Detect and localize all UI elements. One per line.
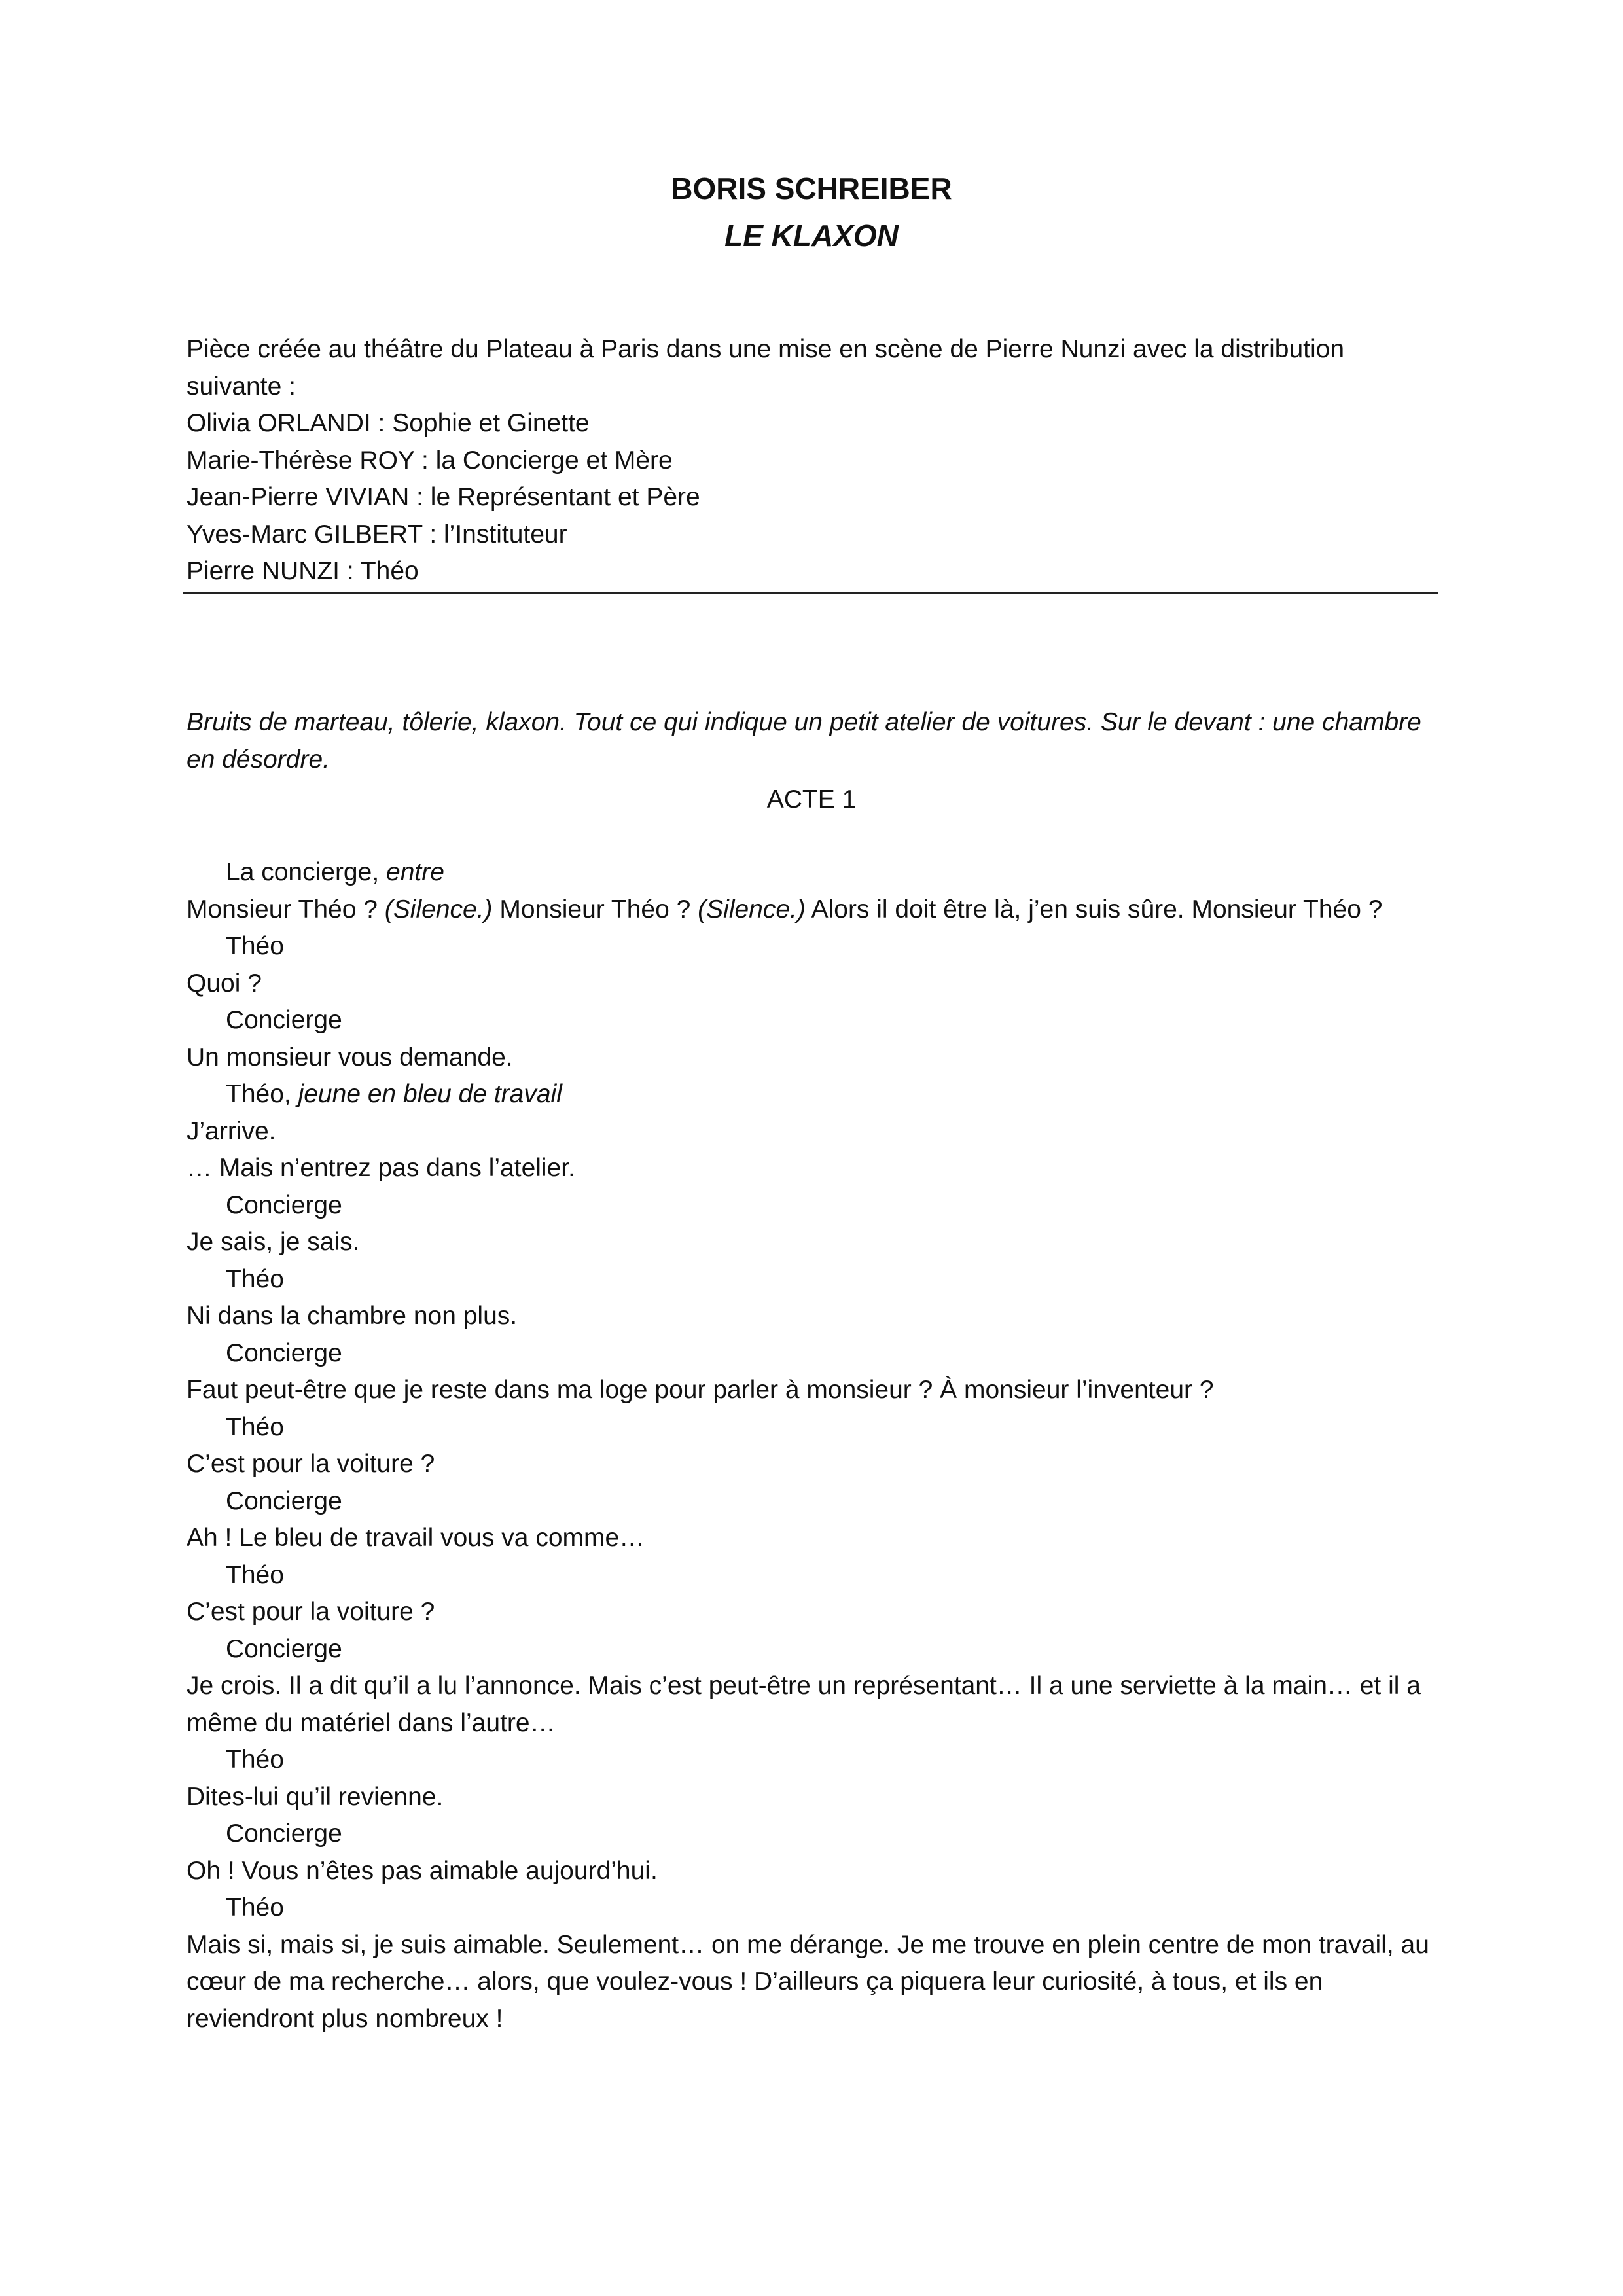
speaker-cue: Concierge [226,1634,342,1663]
stage-direction: entre [386,858,444,886]
play-title: LE KLAXON [724,219,899,253]
dialogue-text: Monsieur Théo ? [187,895,385,924]
speaker-name: La concierge, [226,858,386,886]
stage-direction: jeune en bleu de travail [298,1080,562,1108]
dialogue-line: Faut peut-être que je reste dans ma loge pour parler à monsieur ? À monsieur l’inventeur ? [187,1376,1214,1404]
speaker-cue: Théo [226,1560,284,1589]
stage-direction-intro: Bruits de marteau, tôlerie, klaxon. Tout ce qui indique un petit atelier de voitures. Sur le devant : une chambre en désordre. [187,708,1421,774]
speaker-cue: Théo [226,1893,284,1922]
speaker-cue: Théo [226,1746,284,1774]
speaker-cue: Théo [226,1412,284,1441]
dialogue-line: Je sais, je sais. [187,1228,360,1256]
speaker-cue: Concierge [226,1820,342,1848]
document-header [0,165,1623,259]
dialogue-line: Oh ! Vous n’êtes pas aimable aujourd’hui. [187,1856,658,1885]
production-credits [187,331,1430,590]
dialogue-line: Quoi ? [187,969,262,997]
script-body [187,854,1433,2037]
speaker-cue: Théo [226,1265,284,1293]
credits-intro: Pièce créée au théâtre du Plateau à Paris dans une mise en scène de Pierre Nunzi avec la distribution suivante : [187,335,1345,401]
stage-direction: (Silence.) [698,895,806,924]
author-name: BORIS SCHREIBER [671,171,952,206]
stage-direction: (Silence.) [384,895,493,924]
speaker-cue [187,1076,1433,1113]
dialogue-line: … Mais n’entrez pas dans l’atelier. [187,1154,575,1182]
cast-item: Olivia ORLANDI : Sophie et Ginette [187,409,590,437]
cast-item: Marie-Thérèse ROY : la Concierge et Mère [187,446,673,475]
cast-item: Jean-Pierre VIVIAN : le Représentant et Père [187,483,700,511]
dialogue-line: J’arrive. [187,1117,276,1145]
dialogue-line: Ah ! Le bleu de travail vous va comme… [187,1524,645,1552]
dialogue-line: C’est pour la voiture ? [187,1598,435,1626]
dialogue-text: Monsieur Théo ? [492,895,698,924]
dialogue-text: Alors il doit être là, j’en suis sûre. Monsieur Théo ? [805,895,1383,924]
speaker-cue: Concierge [226,1191,342,1219]
dialogue-line: Mais si, mais si, je suis aimable. Seulement… on me dérange. Je me trouve en plein centre de mon travail, au cœur de ma recherche… alors, que voulez-vous ! D’ailleurs ça piquera leur curiosité, à tous, et ils en reviendront plus nombreux ! [187,1930,1429,2033]
speaker-cue [187,854,1433,891]
speaker-cue: Concierge [226,1486,342,1515]
speaker-cue: Concierge [226,1338,342,1367]
section-divider [183,592,1438,594]
speaker-cue: Concierge [226,1006,342,1034]
dialogue-line [187,891,1433,929]
dialogue-line: C’est pour la voiture ? [187,1450,435,1478]
dialogue-line: Je crois. Il a dit qu’il a lu l’annonce. Mais c’est peut-être un représentant… Il a une serviette à la main… et il a même du matériel dans l’autre… [187,1672,1421,1737]
dialogue-line: Dites-lui qu’il revienne. [187,1782,444,1811]
speaker-name: Théo, [226,1080,298,1108]
cast-item: Yves-Marc GILBERT : l’Instituteur [187,520,567,548]
speaker-cue: Théo [226,932,284,960]
cast-item: Pierre NUNZI : Théo [187,557,419,585]
act-heading: ACTE 1 [766,785,857,814]
dialogue-line: Ni dans la chambre non plus. [187,1302,518,1330]
dialogue-line: Un monsieur vous demande. [187,1043,513,1071]
